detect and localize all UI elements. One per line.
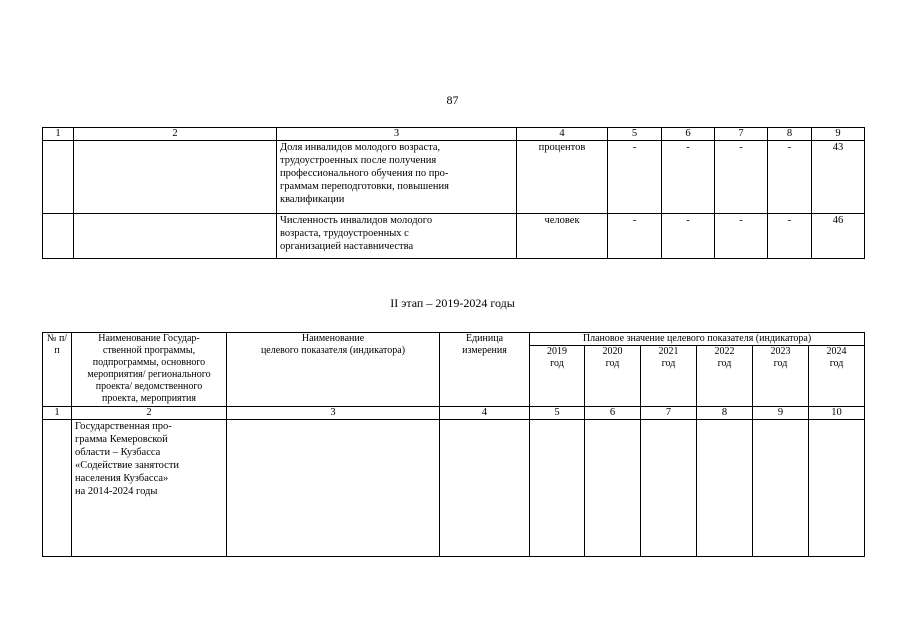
header-year — [753, 346, 809, 407]
col-number: 1 — [43, 407, 72, 420]
col-number: 9 — [753, 407, 809, 420]
text-line: организацией наставничества — [280, 241, 414, 252]
header-planned-value: Плановое значение целевого показателя (индикатора) — [530, 333, 865, 346]
row-number-cell — [43, 214, 74, 259]
value-cell — [697, 420, 753, 557]
indicator-name-cell — [277, 141, 517, 214]
text-line: «Содействие занятости — [75, 460, 180, 471]
text-line: ственной программы, — [102, 345, 196, 356]
program-name-cell — [74, 214, 277, 259]
year-value: 2019 — [547, 346, 567, 357]
col-number: 3 — [277, 128, 517, 141]
col-number: 1 — [43, 128, 74, 141]
year-label: год — [829, 358, 844, 369]
year-value: 2021 — [658, 346, 679, 357]
text-line: Численность инвалидов молодого — [280, 215, 433, 226]
text-line: области – Кузбасса — [75, 447, 161, 458]
value-cell: - — [662, 141, 715, 214]
program-name-cell — [74, 141, 277, 214]
col-number: 4 — [517, 128, 608, 141]
text-line: квалификации — [280, 194, 345, 205]
text-line: Доля инвалидов молодого возраста, — [280, 142, 441, 153]
col-number: 2 — [74, 128, 277, 141]
text-line: Наименование Государ- — [98, 333, 200, 344]
value-cell: - — [608, 141, 662, 214]
text-line: измерения — [462, 345, 507, 356]
column-number-row — [43, 128, 865, 141]
text-line: проекта/ ведомственного — [95, 381, 203, 392]
value-cell: - — [608, 214, 662, 259]
col-number: 3 — [227, 407, 440, 420]
text-line: проекта, мероприятия — [102, 393, 196, 404]
col-number: 9 — [812, 128, 865, 141]
text-line: целевого показателя (индикатора) — [260, 345, 406, 356]
year-label: год — [550, 358, 564, 369]
unit-cell: процентов — [517, 141, 608, 214]
table-row — [43, 141, 865, 214]
header-number: № п/п — [43, 333, 72, 407]
indicator-name-cell — [277, 214, 517, 259]
program-name-cell — [72, 420, 227, 557]
value-cell — [530, 420, 585, 557]
text-line: Единица — [465, 333, 504, 344]
header-year — [585, 346, 641, 407]
year-value: 2024 — [826, 346, 847, 357]
year-value: 2023 — [770, 346, 791, 357]
col-number: 2 — [72, 407, 227, 420]
column-number-row — [43, 407, 865, 420]
row-number-cell — [43, 141, 74, 214]
text-line: граммам переподготовки, повышения — [280, 181, 449, 192]
value-cell — [809, 420, 865, 557]
text-line: населения Кузбасса» — [75, 473, 169, 484]
col-number: 8 — [697, 407, 753, 420]
row-number-cell — [43, 420, 72, 557]
indicator-name-cell — [227, 420, 440, 557]
indicators-table-continued — [42, 127, 865, 259]
text-line: профессионального обучения по про- — [280, 168, 449, 179]
value-cell: - — [768, 141, 812, 214]
text-line: Государственная про- — [75, 421, 172, 432]
header-year — [641, 346, 697, 407]
table-header-row — [43, 333, 865, 346]
text-line: возраста, трудоустроенных с — [280, 228, 409, 239]
year-label: год — [661, 358, 676, 369]
unit-cell — [440, 420, 530, 557]
stage-title: II этап – 2019-2024 годы — [390, 296, 515, 310]
col-number: 6 — [585, 407, 641, 420]
year-value: 2020 — [602, 346, 623, 357]
page-number: 87 — [446, 93, 459, 107]
table-row — [43, 214, 865, 259]
header-year — [530, 346, 585, 407]
header-indicator-name — [227, 333, 440, 407]
col-number: 8 — [768, 128, 812, 141]
col-number: 7 — [715, 128, 768, 141]
col-number: 10 — [809, 407, 865, 420]
header-year — [697, 346, 753, 407]
header-program-name — [72, 333, 227, 407]
value-cell: - — [768, 214, 812, 259]
text-line: трудоустроенных после получения — [280, 155, 437, 166]
year-value: 2022 — [714, 346, 735, 357]
col-number: 5 — [530, 407, 585, 420]
value-cell: - — [715, 141, 768, 214]
value-cell — [641, 420, 697, 557]
text-line: Наименование — [301, 333, 365, 344]
value-cell: - — [662, 214, 715, 259]
text-line: грамма Кемеровской — [75, 434, 168, 445]
value-cell — [753, 420, 809, 557]
value-cell: - — [715, 214, 768, 259]
year-label: год — [717, 358, 732, 369]
value-cell — [585, 420, 641, 557]
text-line: подпрограммы, основного — [92, 357, 206, 368]
unit-cell: человек — [517, 214, 608, 259]
col-number: 4 — [440, 407, 530, 420]
col-number: 7 — [641, 407, 697, 420]
text-line: на 2014-2024 годы — [75, 486, 158, 497]
year-label: год — [605, 358, 620, 369]
value-cell: 43 — [812, 141, 865, 214]
header-unit — [440, 333, 530, 407]
stage-two-indicators-table — [42, 332, 865, 557]
year-label: год — [773, 358, 788, 369]
col-number: 5 — [608, 128, 662, 141]
text-line: мероприятия/ регионального — [87, 369, 211, 380]
table-row — [43, 420, 865, 557]
col-number: 6 — [662, 128, 715, 141]
header-year — [809, 346, 865, 407]
value-cell: 46 — [812, 214, 865, 259]
